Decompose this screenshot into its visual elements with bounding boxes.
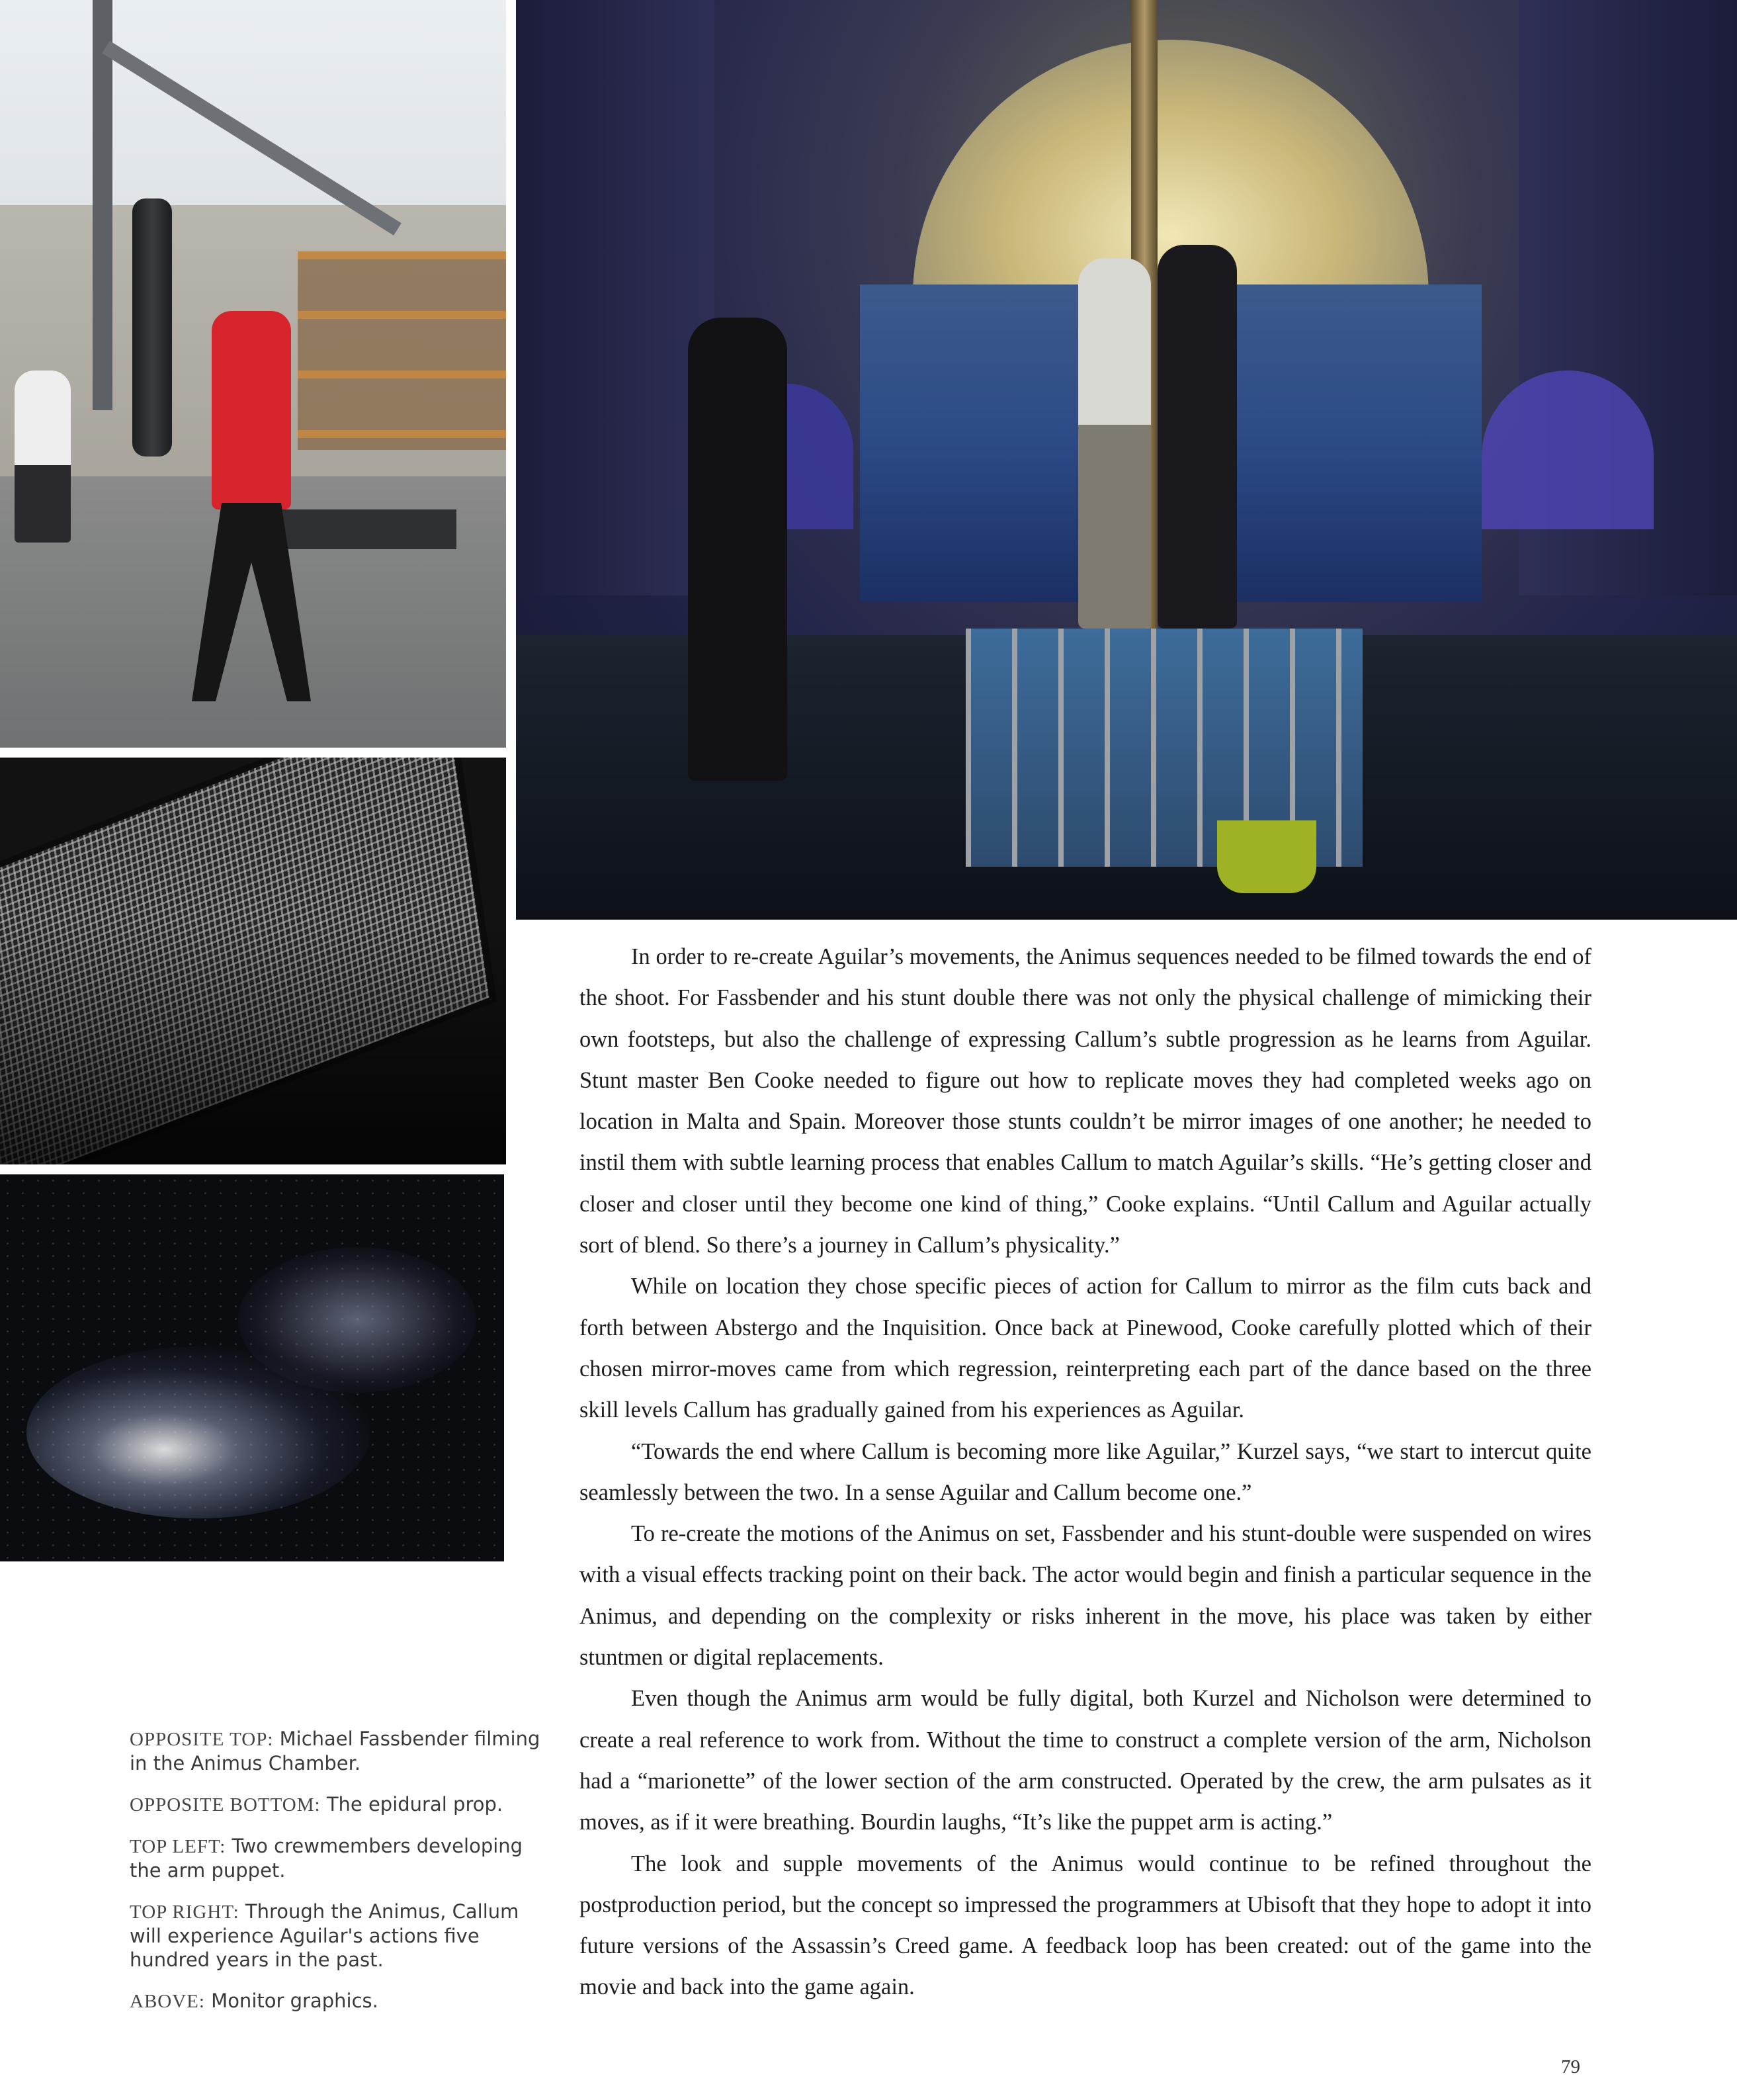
caption-text: Through the Animus, Callum will experience Aguilar's actions five hundred years in the past.	[130, 1900, 519, 1971]
caption-label: OPPOSITE BOTTOM:	[130, 1794, 321, 1816]
caption-top-right	[130, 1900, 546, 1972]
caption-opposite-top	[130, 1727, 546, 1775]
photo-captions	[130, 1727, 546, 2031]
page-number: 79	[1561, 2056, 1580, 2078]
photo-workshop	[0, 0, 506, 748]
caption-label: TOP RIGHT:	[130, 1902, 239, 1923]
caption-label: OPPOSITE TOP:	[130, 1729, 274, 1750]
body-paragraph: Even though the Animus arm would be fully digital, both Kurzel and Nicholson were determined to create a real reference to work from. Without the time to construct a complete version of the arm, Nicholson had a “marionette” of the lower section of the arm constructed. Operated by the crew, the arm pulsates as it moves, as if it were breathing. Bourdin laughs, “It’s like the puppet arm is acting.”	[579, 1686, 1591, 1835]
body-paragraph: “Towards the end where Callum is becoming more like Aguilar,” Kurzel says, “we start to intercut quite seamlessly between the two. In a sense Aguilar and Callum become one.”	[579, 1438, 1591, 1505]
body-paragraph: To re-create the motions of the Animus on set, Fassbender and his stunt-double were suspended on wires with a visual effects tracking point on their back. The actor would begin and finish a particular sequence in the Animus, and depending on the complexity or risks inherent in the move, his place was taken by either stuntmen or digital replacements.	[579, 1521, 1591, 1671]
photo-animus-chamber	[516, 0, 1737, 920]
caption-top-left	[130, 1834, 546, 1882]
body-paragraph: While on location they chose specific pieces of action for Callum to mirror as the film cuts back and forth between Abstergo and the Inquisition. Once back at Pinewood, Cooke carefully plotted which of their chosen mirror-moves came from which regression, reinterpreting each part of the dance based on the three skill levels Callum has gradually gained from his experiences as Aguilar.	[579, 1274, 1591, 1423]
caption-text: Monitor graphics.	[211, 1990, 378, 2012]
body-paragraph: The look and supple movements of the Animus would continue to be refined throughout the postproduction period, but the concept so impressed the programmers at Ubisoft that they hope to adopt it into future versions of the Assassin’s Creed game. A feedback loop has been created: out of the game into the movie and back into the game again.	[579, 1851, 1591, 2000]
article-body	[579, 936, 1591, 2008]
photo-monitor-graphics	[0, 758, 506, 1164]
caption-text: The epidural prop.	[326, 1793, 503, 1816]
body-paragraph: In order to re-create Aguilar’s movements, the Animus sequences needed to be filmed towards the end of the shoot. For Fassbender and his stunt double there was not only the physical challenge of mimicking their own footsteps, but also the challenge of expressing Callum’s subtle progression as he learns from Aguilar. Stunt master Ben Cooke needed to figure out how to replicate moves they had completed weeks ago on location in Malta and Spain. Moreover those stunts couldn’t be mirror images of one another; he needed to instil them with subtle learning process that enables Callum to match Aguilar’s skills. “He’s getting closer and closer and closer until they become one kind of thing,” Cooke explains. “Until Callum and Aguilar actually sort of blend. So there’s a journey in Callum’s physicality.”	[579, 944, 1591, 1258]
photo-point-cloud	[0, 1174, 504, 1561]
caption-label: ABOVE:	[130, 1991, 205, 2012]
caption-text: Two crewmembers developing the arm puppet.	[130, 1835, 523, 1882]
caption-opposite-bottom	[130, 1792, 546, 1817]
caption-label: TOP LEFT:	[130, 1836, 226, 1857]
caption-above	[130, 1989, 546, 2013]
caption-text: Michael Fassbender filming in the Animus Chamber.	[130, 1728, 540, 1774]
